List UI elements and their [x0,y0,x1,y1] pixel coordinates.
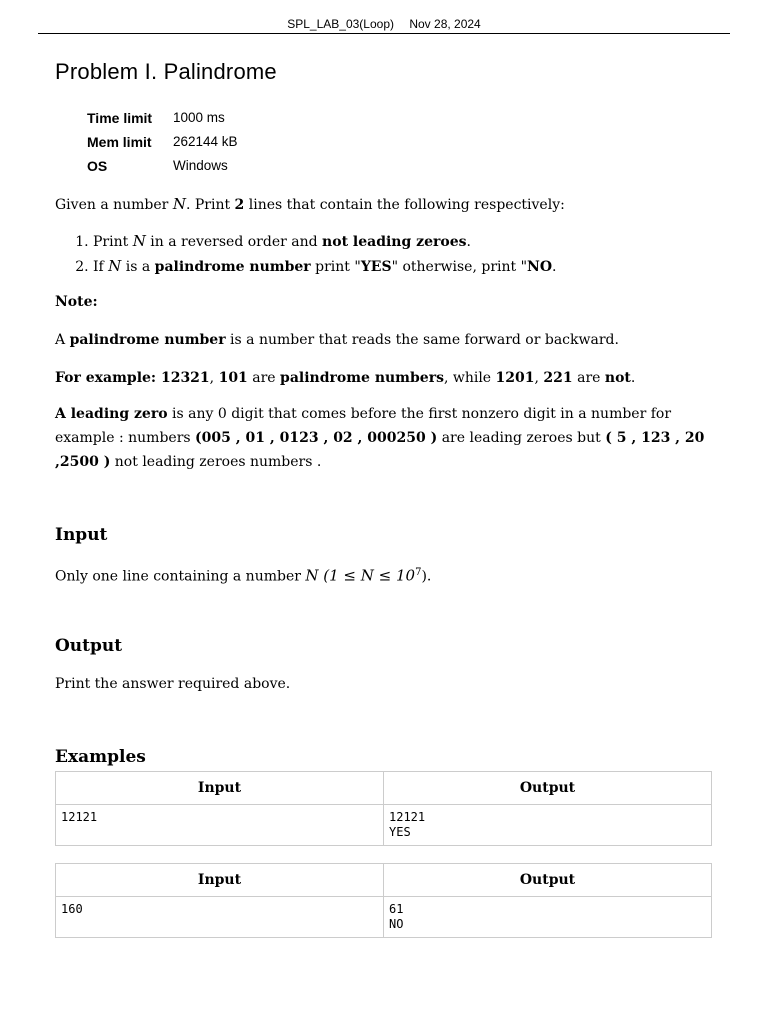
text: is a [121,259,155,275]
limit-value: 1000 ms [173,110,225,125]
limit-value: Windows [173,158,228,173]
example-table [55,863,712,938]
column-header-input: Input [56,772,384,805]
text: not leading zeroes numbers . [110,454,322,470]
bold-text: YES [360,259,392,275]
example-input: 160 [56,897,384,938]
input-description [55,561,715,589]
text: print " [310,259,361,275]
text: in a reversed order and [145,234,323,250]
output-description: Print the answer required above. [55,676,291,692]
note-label [55,290,715,314]
text: If [93,259,109,275]
text: . [466,234,471,250]
text: lines that contain the following respectively: [244,197,565,213]
limit-row-os [87,156,238,180]
requirements-list [55,229,556,279]
palindrome-example [55,366,715,390]
limit-row-memory [87,132,238,156]
bold-text: 101 [218,370,248,386]
bold-text: A leading zero [55,406,168,422]
math-n: N [108,257,122,275]
output-heading: Output [55,636,123,656]
leading-zero-definition [55,402,715,474]
limit-row-time [87,108,238,132]
bold-text: NO [527,259,553,275]
table-row [56,805,712,846]
palindrome-definition [55,328,715,352]
text: are leading zeroes but [437,430,606,446]
text: ). [421,568,432,585]
text: Print [93,234,133,250]
bold-text: 221 [543,370,573,386]
table-row [56,897,712,938]
examples-heading: Examples [55,747,146,767]
text: . [630,370,636,386]
list-item [93,229,556,254]
math-n: N [172,195,186,213]
example-output: 61 NO [384,897,712,938]
limit-value: 262144 kB [173,134,238,149]
course-label: SPL_LAB_03(Loop) [287,17,394,31]
table-header-row [56,864,712,897]
text: Given a number [55,197,173,213]
text: A [55,332,70,348]
text: , while [443,370,496,386]
bold-text: palindrome number [154,259,311,275]
table-header-row [56,772,712,805]
text: , [209,370,219,386]
bold-text: Note: [55,294,98,310]
limits-table [87,108,238,180]
list-item [93,254,556,279]
bold-text: not leading zeroes [322,234,467,250]
text: are [247,370,281,386]
column-header-output: Output [384,772,712,805]
text: . [552,259,557,275]
statement-intro [55,192,715,217]
bold-text: For example: 12321 [55,370,210,386]
bold-text: ( 5 , 123 , 20 ,2500 ) [55,430,705,470]
bold-text: (005 , 01 , 0123 , 02 , 000250 ) [195,430,438,446]
column-header-output: Output [384,864,712,897]
limit-key: OS [87,158,108,174]
math-exponent: 7 [415,567,422,578]
text: is a number that reads the same forward or backward. [225,332,619,348]
limit-key: Mem limit [87,134,152,150]
date-label: Nov 28, 2024 [409,17,481,31]
text: Only one line containing a number [55,568,306,585]
example-output: 12121 YES [384,805,712,846]
text: are [572,370,605,386]
bold-text: not [604,370,631,386]
text: is any 0 digit that comes before the first nonzero digit in a number for example : numbers [55,406,672,446]
example-table [55,771,712,846]
bold-text: palindrome numbers [280,370,444,386]
bold-text: 1201 [495,370,535,386]
page-header [38,16,730,34]
text: " otherwise, print " [391,259,528,275]
bold-text: 2 [234,197,245,213]
input-heading: Input [55,525,108,545]
example-input: 12121 [56,805,384,846]
text: . Print [185,197,235,213]
limit-key: Time limit [87,110,153,126]
column-header-input: Input [56,864,384,897]
text: , [534,370,544,386]
bold-text: palindrome number [69,332,226,348]
math-n: N [132,232,146,250]
math-constraint: N (1 ≤ N ≤ 10 [305,566,416,585]
problem-title: Problem I. Palindrome [55,59,277,84]
